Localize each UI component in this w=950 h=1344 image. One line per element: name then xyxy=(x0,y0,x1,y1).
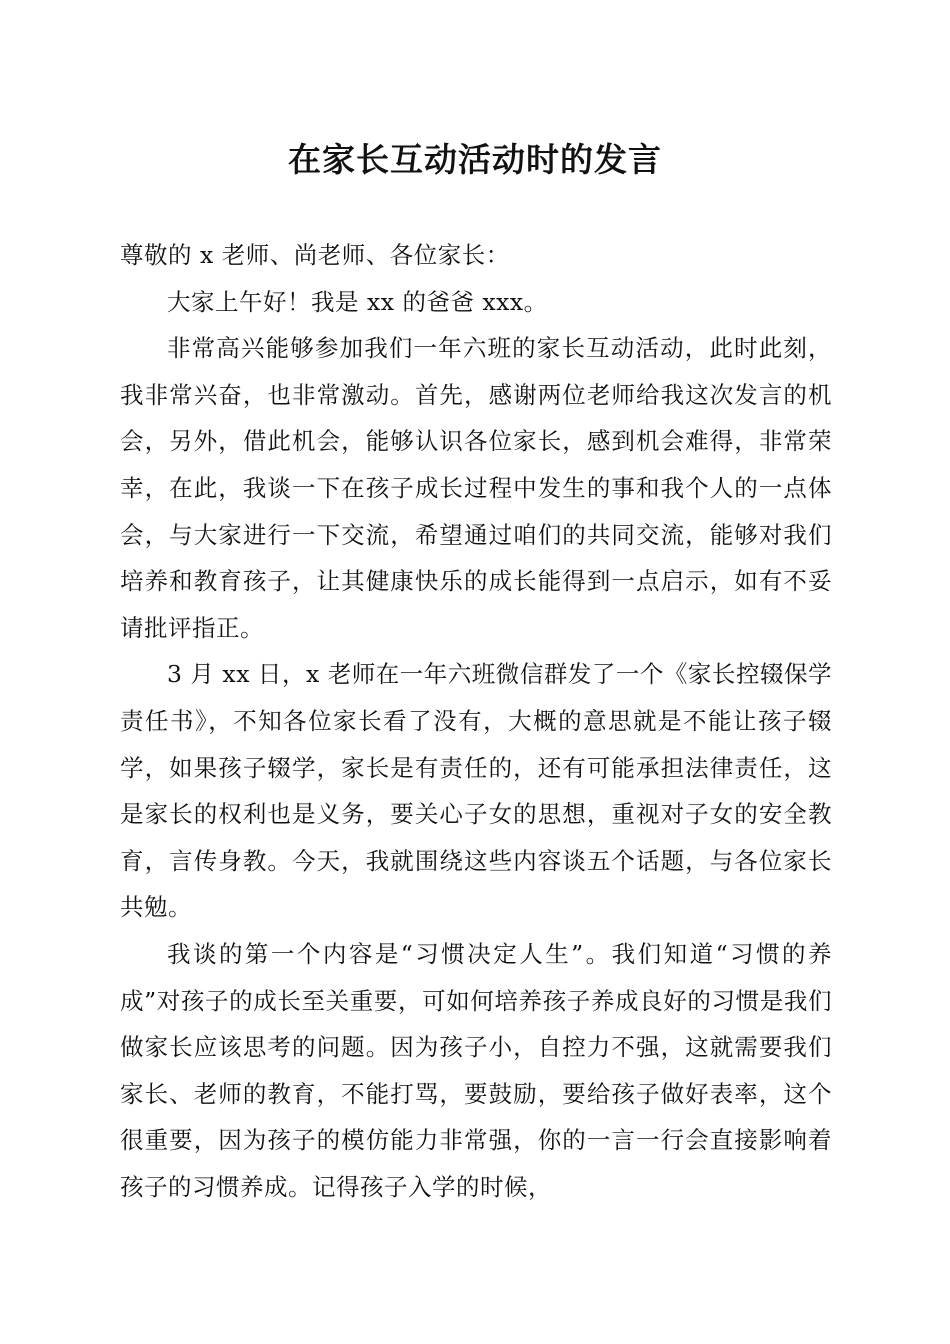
paragraph-habits: 我谈的第一个内容是“习惯决定人生”。我们知道“习惯的养成”对孩子的成长至关重要，可如何培养孩子养成良好的习惯是我们做家长应该思考的问题。因为孩子小，自控力不强，这就需要我们家长、老师的教育，不能打骂，要鼓励，要给孩子做好表率，这个很重要，因为孩子的模仿能力非常强，你的一言一行会直接影响着孩子的习惯养成。记得孩子入学的时候， xyxy=(120,939,832,1201)
document-title: 在家长互动活动时的发言 xyxy=(288,140,662,179)
document-body xyxy=(120,232,832,1210)
paragraph-introduction: 非常高兴能够参加我们一年六班的家长互动活动，此时此刻，我非常兴奋，也非常激动。首先，感谢两位老师给我这次发言的机会，另外，借此机会，能够认识各位家长，感到机会难得，非常荣幸，在此，我谈一下在孩子成长过程中发生的事和我个人的一点体会，与大家进行一下交流，希望通过咱们的共同交流，能够对我们培养和教育孩子，让其健康快乐的成长能得到一点启示，如有不妥请批评指正。 xyxy=(120,334,832,642)
paragraph-greeting: 大家上午好！我是 xx 的爸爸 xxx。 xyxy=(167,287,548,316)
salutation: 尊敬的 x 老师、尚老师、各位家长： xyxy=(120,241,510,269)
paragraph-responsibility-letter: 3 月 xx 日，x 老师在一年六班微信群发了一个《家长控辍保学责任书》，不知各位家长看了没有，大概的意思就是不能让孩子辍学，如果孩子辍学，家长是有责任的，还有可能承担法律责任，这是家长的权利也是义务，要关心子女的思想，重视对子女的安全教育，言传身教。今天，我就围绕这些内容谈五个话题，与各位家长共勉。 xyxy=(120,660,832,922)
